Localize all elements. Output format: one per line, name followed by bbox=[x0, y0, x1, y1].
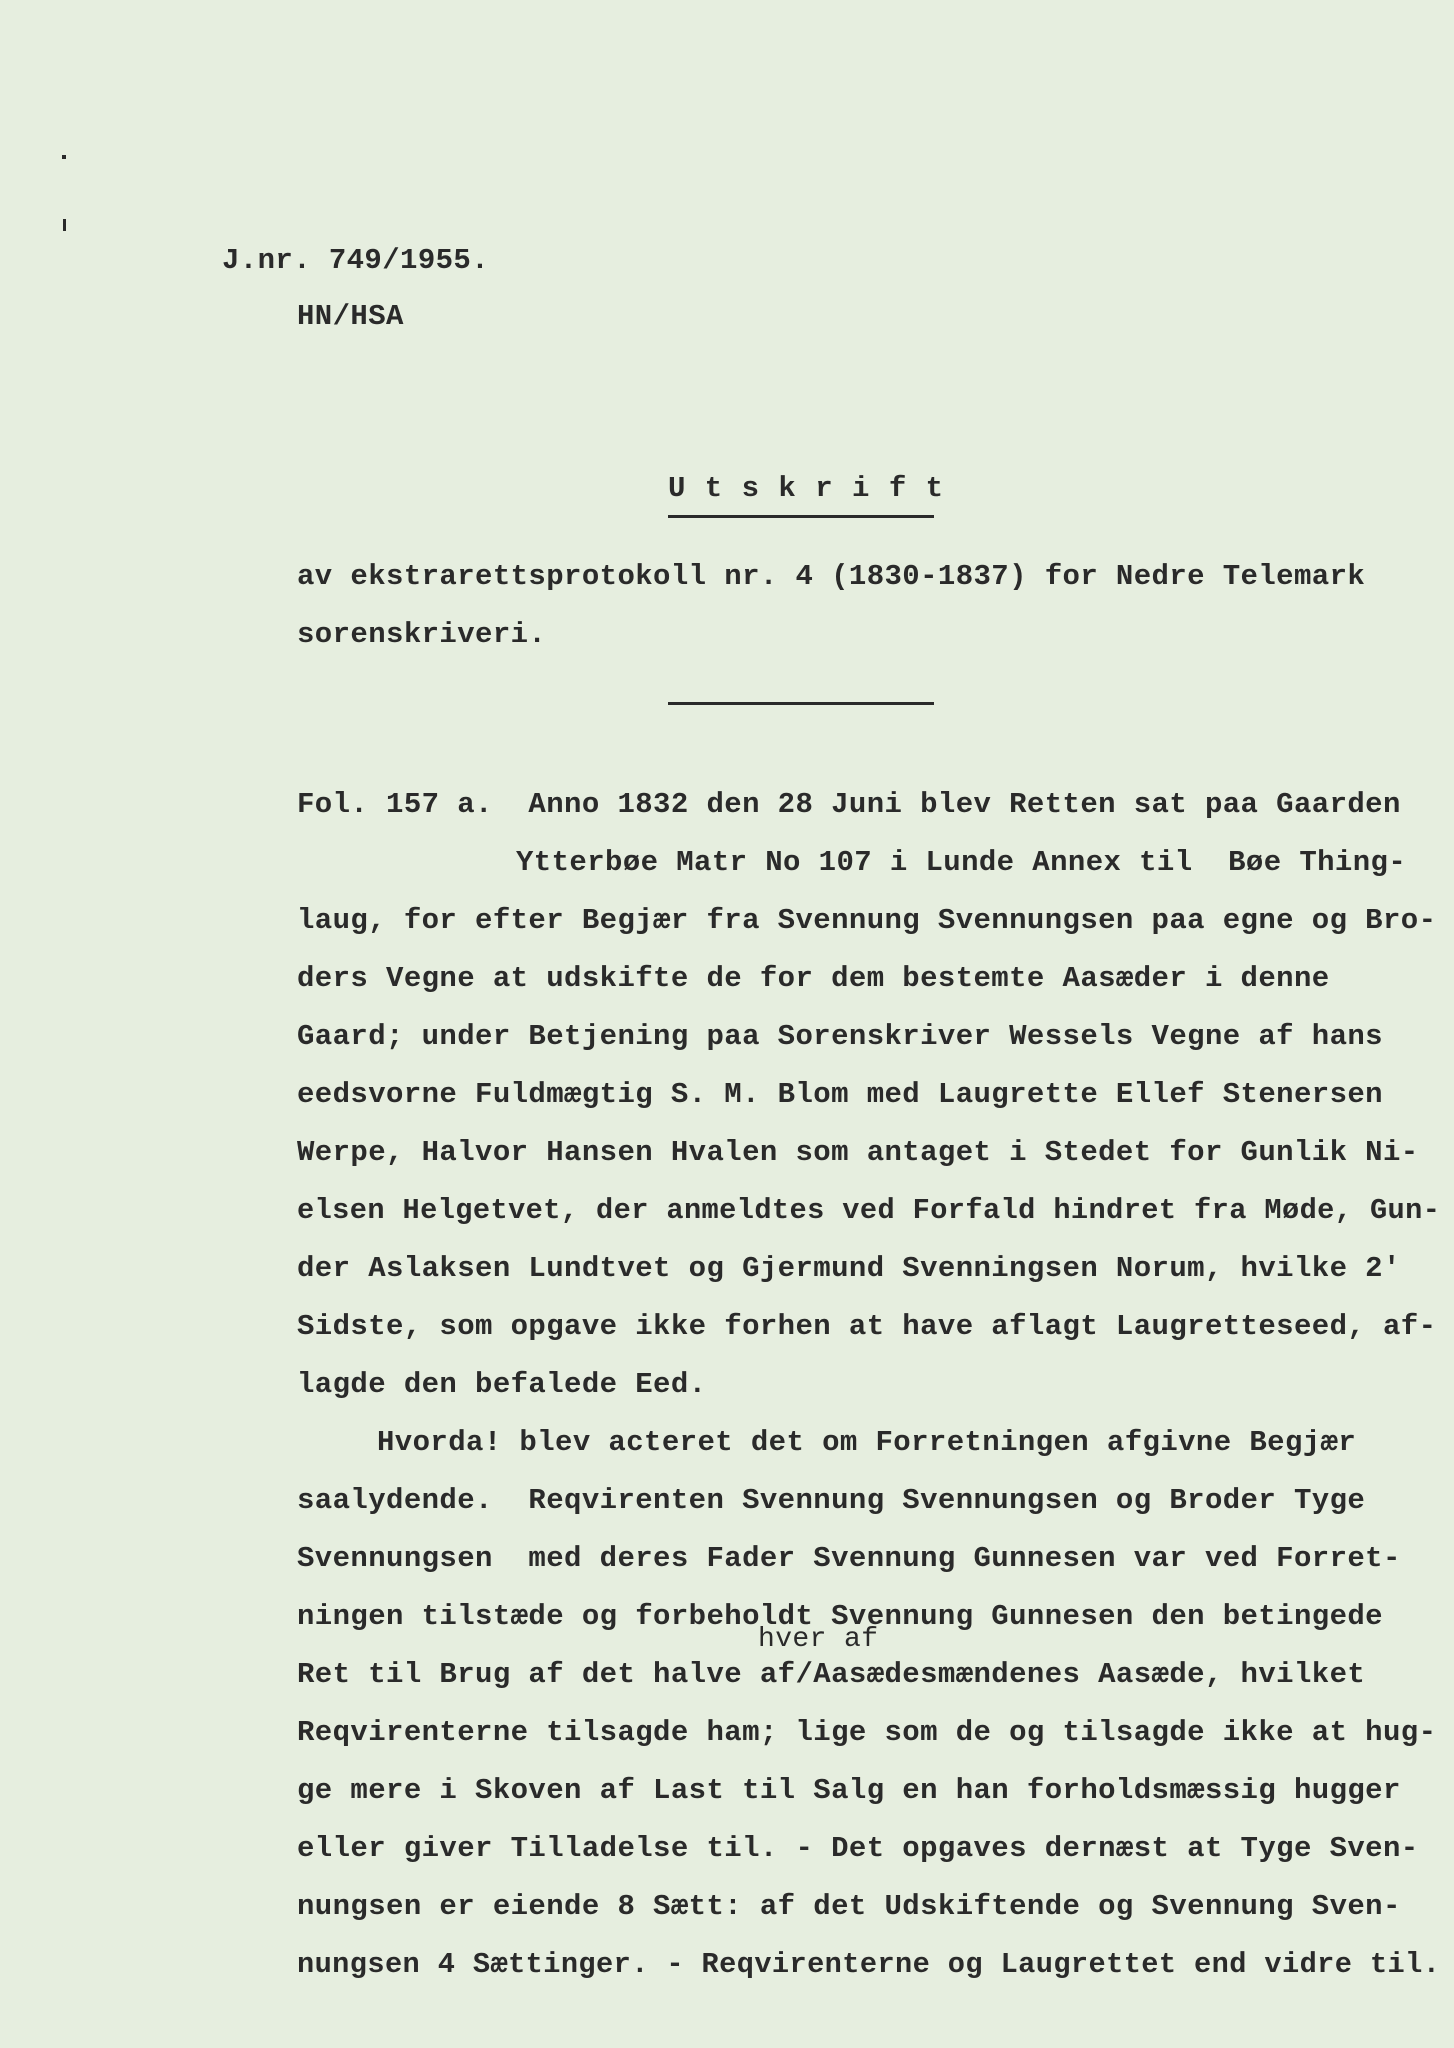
body-line: elsen Helgetvet, der anmeldtes ved Forfald hindret fra Møde, Gun- bbox=[297, 1194, 1441, 1227]
interlinear-note: hver af bbox=[758, 1624, 879, 1655]
title-underline bbox=[668, 515, 934, 518]
body-line: ders Vegne at udskifte de for dem bestemte Aasæder i denne bbox=[297, 962, 1330, 995]
body-line: Svennungsen med deres Fader Svennung Gunnesen var ved Forret- bbox=[297, 1542, 1401, 1575]
body-line: saalydende. Reqvirenten Svennung Svennungsen og Broder Tyge bbox=[297, 1484, 1366, 1517]
journal-number: J.nr. 749/1955. bbox=[222, 244, 490, 277]
body-line: lagde den befalede Eed. bbox=[297, 1368, 707, 1401]
body-line: ge mere i Skoven af Last til Salg en han forholdsmæssig hugger bbox=[297, 1774, 1401, 1807]
body-line: Ytterbøe Matr No 107 i Lunde Annex til Bøe Thing- bbox=[516, 846, 1407, 879]
section-divider bbox=[668, 702, 934, 705]
body-line: laug, for efter Begjær fra Svennung Svennungsen paa egne og Bro- bbox=[297, 904, 1437, 937]
margin-dot bbox=[62, 155, 66, 159]
body-line: Reqvirenterne tilsagde ham; lige som de og tilsagde ikke at hug- bbox=[297, 1716, 1437, 1749]
body-line: Werpe, Halvor Hansen Hvalen som antaget i Stedet for Gunlik Ni- bbox=[297, 1136, 1419, 1169]
body-line: der Aslaksen Lundtvet og Gjermund Svenningsen Norum, hvilke 2' bbox=[297, 1252, 1401, 1285]
body-line: nungsen er eiende 8 Sætt: af det Udskiftende og Svennung Sven- bbox=[297, 1890, 1401, 1923]
body-line: eller giver Tilladelse til. - Det opgaves dernæst at Tyge Sven- bbox=[297, 1832, 1419, 1865]
body-line: eedsvorne Fuldmægtig S. M. Blom med Laugrette Ellef Stenersen bbox=[297, 1078, 1383, 1111]
body-line: Fol. 157 a. Anno 1832 den 28 Juni blev Retten sat paa Gaarden bbox=[297, 788, 1401, 821]
bleed-through-shadow bbox=[634, 120, 770, 264]
body-line: Hvorda! blev acteret det om Forretningen afgivne Begjær bbox=[377, 1426, 1357, 1459]
body-line: Ret til Brug af det halve af/Aasædesmændenes Aasæde, hvilket bbox=[297, 1658, 1366, 1691]
subtitle-line-2: sorenskriveri. bbox=[297, 618, 547, 651]
body-line: nungsen 4 Sættinger. - Reqvirenterne og Laugrettet end vidre til. bbox=[297, 1948, 1441, 1981]
initials: HN/HSA bbox=[297, 300, 404, 333]
subtitle-line-1: av ekstrarettsprotokoll nr. 4 (1830-1837) for Nedre Telemark bbox=[297, 560, 1366, 593]
document-title: U t s k r i f t bbox=[668, 472, 945, 505]
body-line: Sidste, som opgave ikke forhen at have aflagt Laugretteseed, af- bbox=[297, 1310, 1437, 1343]
margin-tick bbox=[63, 219, 66, 231]
body-line: ningen tilstæde og forbeholdt Svennung Gunnesen den betingede bbox=[297, 1600, 1383, 1633]
body-line: Gaard; under Betjening paa Sorenskriver Wessels Vegne af hans bbox=[297, 1020, 1383, 1053]
